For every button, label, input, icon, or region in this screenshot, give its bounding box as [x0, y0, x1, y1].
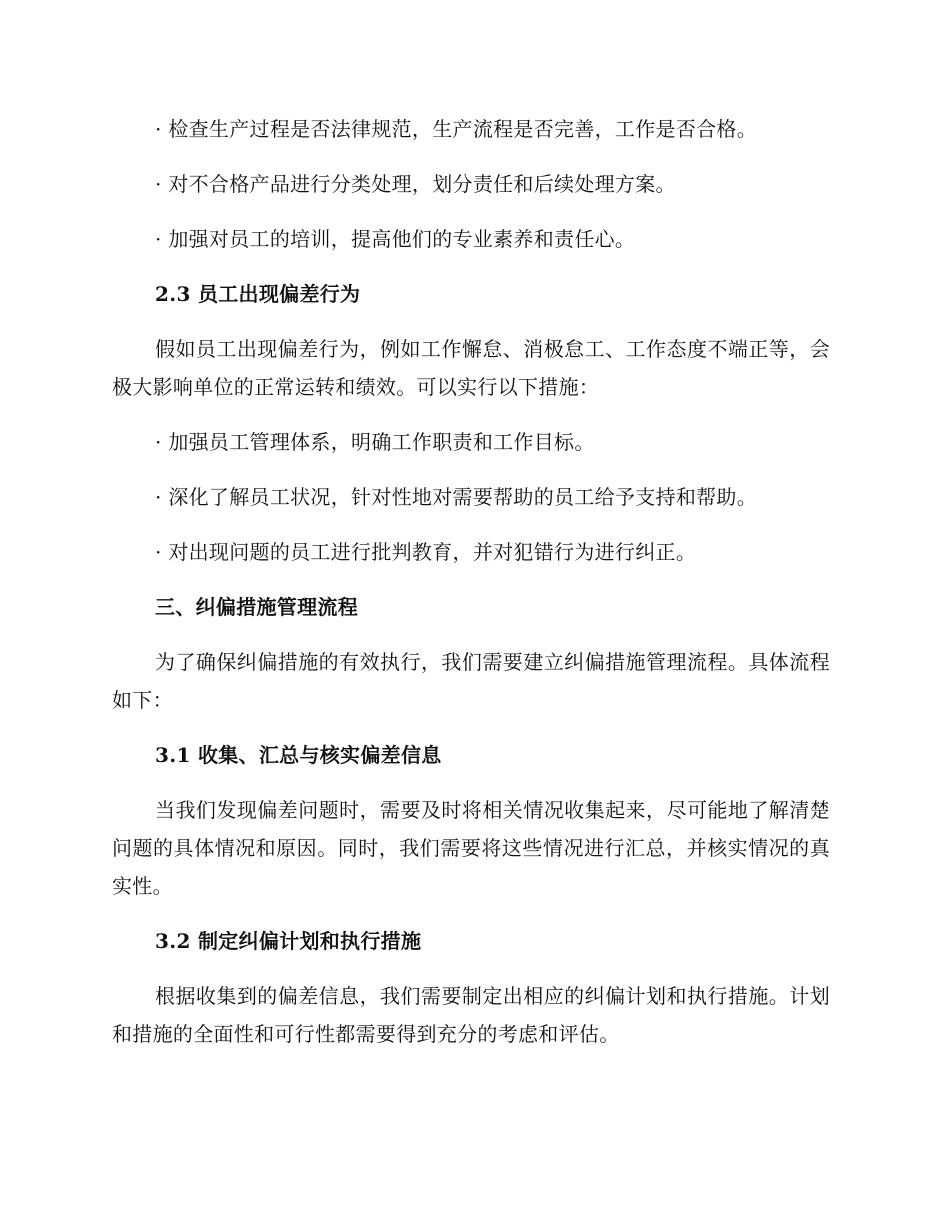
section-heading-2-3: 2.3 员工出现偏差行为	[155, 282, 361, 306]
bullet-item: · 加强对员工的培训，提高他们的专业素养和责任心。	[155, 227, 636, 251]
bullet-item: · 检查生产过程是否法律规范，生产流程是否完善，工作是否合格。	[155, 117, 758, 141]
section-heading-3: 三、纠偏措施管理流程	[155, 595, 358, 619]
bullet-item: · 对出现问题的员工进行批判教育，并对犯错行为进行纠正。	[155, 540, 697, 564]
section-body-3-2: 根据收集到的偏差信息，我们需要制定出相应的纠偏计划和执行措施。计划和措施的全面性和可行性都需要得到充分的考虑和评估。	[112, 984, 830, 1046]
section-body-2-3: 假如员工出现偏差行为，例如工作懈怠、消极怠工、工作态度不端正等，会极大影响单位的正常运转和绩效。可以实行以下措施：	[112, 337, 830, 399]
section-heading-3-2: 3.2 制定纠偏计划和执行措施	[155, 929, 422, 953]
section-body-3: 为了确保纠偏措施的有效执行，我们需要建立纠偏措施管理流程。具体流程如下：	[112, 650, 830, 712]
bullet-item: · 加强员工管理体系，明确工作职责和工作目标。	[155, 430, 595, 454]
section-body-3-1: 当我们发现偏差问题时，需要及时将相关情况收集起来，尽可能地了解清楚问题的具体情况和原因。同时，我们需要将这些情况进行汇总，并核实情况的真实性。	[112, 798, 830, 898]
bullet-item: · 对不合格产品进行分类处理，划分责任和后续处理方案。	[155, 172, 676, 196]
section-heading-3-1: 3.1 收集、汇总与核实偏差信息	[155, 743, 442, 767]
bullet-item: · 深化了解员工状况，针对性地对需要帮助的员工给予支持和帮助。	[155, 485, 758, 509]
